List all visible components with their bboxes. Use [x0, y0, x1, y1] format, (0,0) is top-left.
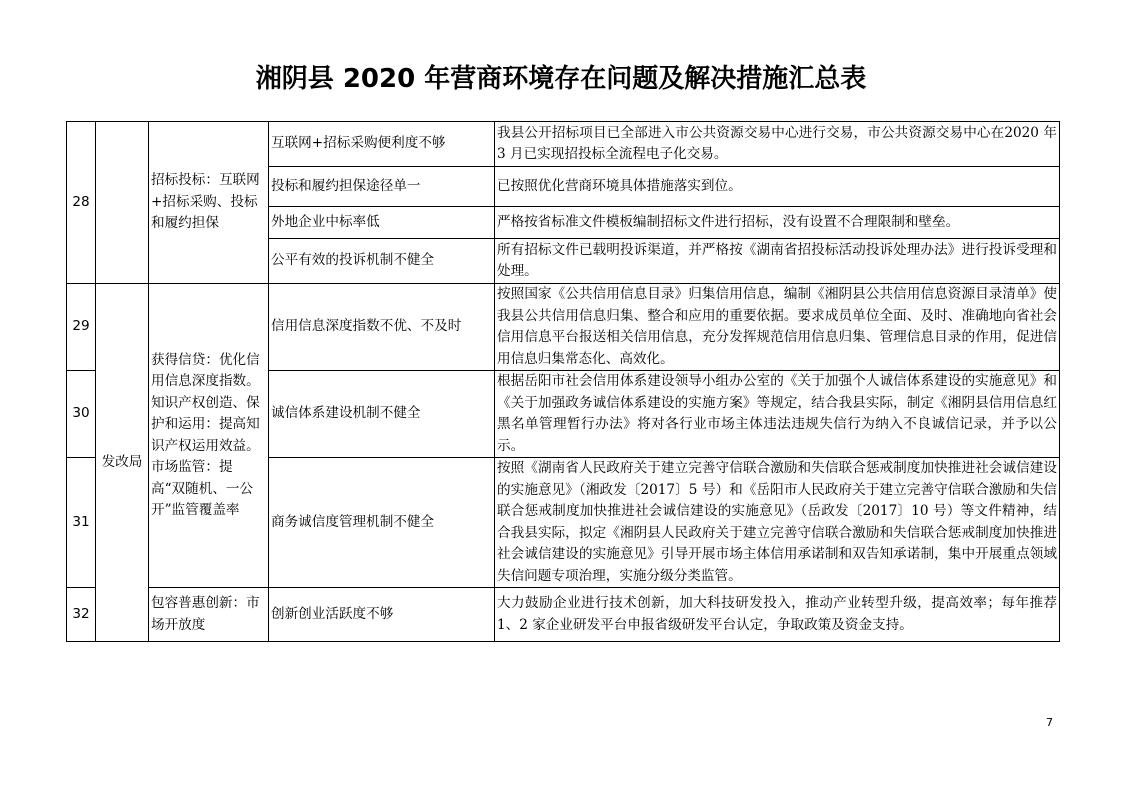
measure-cell: 已按照优化营商环境具体措施落实到位。: [495, 167, 1060, 207]
measure-cell: 大力鼓励企业进行技术创新，加大科技研发投入，推动产业转型升级，提高效率；每年推荐 1、2 家企业研发平台申报省级研发平台认定，争取政策及资金支持。: [495, 588, 1060, 642]
issue-cell: 外地企业中标率低: [269, 207, 495, 239]
table-row: [67, 588, 1060, 642]
row-number: 29: [67, 284, 96, 371]
category-cell: 包容普惠创新：市场开放度: [149, 588, 269, 642]
row-number: 28: [67, 122, 96, 284]
category-cell: 获得信贷：优化信用信息深度指数。知识产权创造、保护和运用：提高知识产权运用效益。市场监管：提高“双随机、一公开”监管覆盖率: [149, 284, 269, 588]
measure-cell: 按照《湖南省人民政府关于建立完善守信联合激励和失信联合惩戒制度加快推进社会诚信建设的实施意见》（湘政发〔2017〕5 号）和《岳阳市人民政府关于建立完善守信联合激励和失信联合惩戒制度加快推进社会诚信建设的实施意见》（岳政发〔2017〕10 号）等文件精神，结合我县实际，拟定《湘阴县人民政府关于建立完善守信联合激励和失信联合惩戒制度加快推进社会诚信建设的实施意见》引导开展市场主体信用承诺制和双告知承诺制，集中开展重点领域失信问题专项治理，实施分级分类监管。: [495, 458, 1060, 588]
page-number: 7: [1046, 716, 1053, 729]
measure-cell: 我县公开招标项目已全部进入市公共资源交易中心进行交易，市公共资源交易中心在2020 年 3 月已实现招投标全流程电子化交易。: [495, 122, 1060, 167]
issue-cell: 商务诚信度管理机制不健全: [269, 458, 495, 588]
department-cell: 发改局: [96, 284, 149, 642]
row-number: 30: [67, 371, 96, 458]
measure-cell: 按照国家《公共信用信息目录》归集信用信息，编制《湘阴县公共信用信息资源目录清单》使我县公共信用信息归集、整合和应用的重要依据。要求成员单位全面、及时、准确地向省社会信用信息平台报送相关信用信息，充分发挥规范信用信息归集、管理信息目录的作用，促进信用信息归集常态化、高效化。: [495, 284, 1060, 371]
table-row: [67, 122, 1060, 167]
measure-cell: 根据岳阳市社会信用体系建设领导小组办公室的《关于加强个人诚信体系建设的实施意见》和《关于加强政务诚信体系建设的实施方案》等规定，结合我县实际，制定《湘阴县信用信息红黑名单管理暂行办法》将对各行业市场主体违法违规失信行为纳入不良诚信记录，并予以公示。: [495, 371, 1060, 458]
table-row: [67, 284, 1060, 371]
issue-cell: 公平有效的投诉机制不健全: [269, 239, 495, 284]
issue-cell: 信用信息深度指数不优、不及时: [269, 284, 495, 371]
department-cell: [96, 122, 149, 284]
summary-table: [66, 121, 1060, 642]
issue-cell: 诚信体系建设机制不健全: [269, 371, 495, 458]
measure-cell: 所有招标文件已载明投诉渠道，并严格按《湖南省招投标活动投诉处理办法》进行投诉受理和处理。: [495, 239, 1060, 284]
row-number: 32: [67, 588, 96, 642]
page-title: 湘阴县 2020 年营商环境存在问题及解决措施汇总表: [255, 64, 867, 94]
issue-cell: 互联网+招标采购便利度不够: [269, 122, 495, 167]
row-number: 31: [67, 458, 96, 588]
category-cell: 招标投标：互联网+招标采购、投标和履约担保: [149, 122, 269, 284]
issue-cell: 投标和履约担保途径单一: [269, 167, 495, 207]
measure-cell: 严格按省标准文件模板编制招标文件进行招标，没有设置不合理限制和壁垒。: [495, 207, 1060, 239]
issue-cell: 创新创业活跃度不够: [269, 588, 495, 642]
